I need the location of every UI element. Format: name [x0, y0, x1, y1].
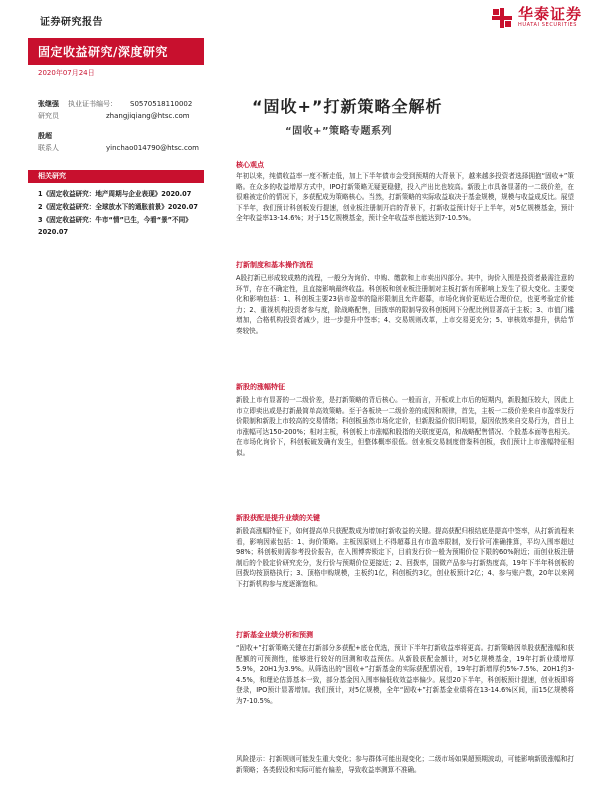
brand-name: 华泰证券 — [517, 5, 582, 23]
analyst-block — [38, 98, 238, 122]
category-bar — [28, 38, 204, 65]
related-item[interactable]: 3《固定收益研究：牛市“情”已生，今看“景”不同》2020.07 — [38, 216, 192, 236]
analyst-cert: S0570518110002 — [130, 100, 193, 108]
section-text-key: 新股高涨幅特征下，如何提高单只获配数成为增加打新收益的关键。提高获配归根结底是提高中签率，从打新流程来看，影响因素包括：1、询价策略。主板因原则上不得超募且有市盈率限制，发行价可准确推算，平均入围率超过98%；科创板则需参考投价报告，在入围博弈锁定下，目前发行价一般为预期价位下限的60%附近；而创业板注册制后的个股定价研究充分，发行价与预期价位更接近；2、回拨率，国微产品参与打新热度高，19年下半年科创板的回拨均按顶格执行；3、顶格申购规模，主板约1亿，科创板约3亿，创业板预计2亿；4、参与账户数，20年以来网下打新机构参与度逐渐饱和。 — [236, 527, 574, 588]
section-text-core: 年初以来，纯债收益率一度不断走低，加上下半年债市会受到预期的大背景下，越来越多投资者选择拥抱“固收+”策略。在众多的收益增厚方式中，IPO打新策略无疑更稳健，投入产出比也较高。新股上市具备显著的一二级价差，在很难被定价的情况下，多获配成为策略核心。当然，打新策略的实际收益取决于基金规模，规模与收益成反比。展望下半年，我们预计科创板发行提速，创业板注册制开启的背景下，打新收益预计好于上半年，对5亿规模基金，预计全年收益率13-14.6%；对于15亿规模基金，预计全年收益率也能达到7-10.5%。 — [236, 172, 574, 222]
related-research-list — [38, 188, 206, 239]
huatai-logo-icon — [491, 7, 513, 29]
analyst-role: 研究员 — [38, 112, 59, 120]
page-subtitle: “固收+”策略专题系列 — [285, 126, 393, 137]
related-research-title: 相关研究 — [38, 172, 66, 180]
analyst-name: 殷超 — [38, 132, 52, 140]
section-heading-system: 打新制度和基本操作流程 — [236, 261, 313, 269]
section-heading-gain: 新股的涨幅特征 — [236, 383, 285, 391]
analysts — [38, 98, 238, 162]
related-research-bar — [28, 170, 204, 183]
analyst-email[interactable]: zhangjiqiang@htsc.com — [106, 112, 190, 120]
analyst-block — [38, 130, 238, 154]
section-heading-prediction: 打新基金业绩分析和预测 — [236, 631, 313, 639]
analyst-role: 联系人 — [38, 144, 59, 152]
brand-sub: HUATAI SECURITIES — [517, 22, 578, 28]
report-type-label: 证券研究报告 — [40, 17, 103, 28]
analyst-name: 张继强 — [38, 100, 59, 108]
category-label: 固定收益研究/深度研究 — [38, 45, 168, 59]
section-text-prediction: “固收+”打新策略关键在打新部分多获配+底仓优选，预计下半年打新收益率将更高。打新策略因单股获配涨幅和获配额的可预测性，能够进行较好的回测和收益预估。从新股获配金额计，对5亿规模基金，19年打新业绩增厚5.9%，20H1为3.9%。从筛选出的“固收+”打新基金的实际获配情况看，19年打新增厚约5%-7.5%、20H1约3-4.5%，和理论估算基本一致，部分基金因入围率偏低收效益率偏少。展望20下半年，科创板预计提速，创业板即将登录，IPO预计显著增加。我们预计，对5亿规模，全年“固收+”打新基金业绩将在13-14.6%区间，而15亿规模将为7-10.5%。 — [236, 644, 574, 705]
section-heading-key: 新股获配是提升业绩的关键 — [236, 514, 320, 522]
report-date: 2020年07月24日 — [38, 69, 95, 77]
brand — [491, 6, 582, 29]
related-item[interactable]: 1《固定收益研究：地产周期与企业表现》2020.07 — [38, 190, 192, 198]
section-heading-core: 核心观点 — [236, 161, 264, 169]
page-title: “固收+”打新策略全解析 — [252, 97, 443, 116]
related-item[interactable]: 2《固定收益研究：全球放水下的通胀前景》2020.07 — [38, 203, 198, 211]
section-text-system: A股打新已形成较成熟的流程，一般分为询价、申购、缴款和上市卖出四部分。其中，询价入围是投资者最需注意的环节，存在不确定性，且直接影响最终收益。科创板和创业板注册制对主板打新有所影响上发生了很大变化。主要变化和影响包括：1、科创板主要23倍市盈率的隐形限制且允许超募，市场化询价更贴近合理价位，也更考验定价能力；2、重视机构投资者参与度，除战略配售，回拨率的限制导致科创板网下分配比例显著高于主板；3、市值门槛增加，合格机构投资者减少，进一步提升中签率；4、交易规则改革，上市交易更充分；5、审核效率提升，供给节奏较快。 — [236, 274, 574, 335]
section-text-gain: 新股上市有显著的一二级价差，是打新策略的背后核心。一般而言，开板或上市后的短期内，新股抛压较大，因此上市立即卖出或是打新最简单高效策略。至于各板块一二级价差的成因和规律，首先，主板一二级价差来自市盈率发行价限制和新股上市较高的交易情绪；科创板虽然市场化定价，但新股溢价依旧明显，原因依然来自交易行为，首日上市涨幅可达150-200%；相对主板，科创板上市涨幅和股指的关联度更高，和战略配售情况、个股基本面等也相关。在市场化询价下，科创板破发确有发生，但整体概率很低。创业板交易制度借鉴科创板，我们预计上市涨幅特征相似。 — [236, 396, 574, 457]
risk-warning: 风险提示：打新规则可能发生重大变化；参与群体可能出现变化；二级市场如果超预期波动，可能影响新股涨幅和打新策略；各类假设和实际可能有偏差，导致收益率测算不准确。 — [236, 755, 574, 774]
analyst-email[interactable]: yinchao014790@htsc.com — [106, 144, 199, 152]
analyst-role: 执业证书编号： — [68, 100, 117, 108]
